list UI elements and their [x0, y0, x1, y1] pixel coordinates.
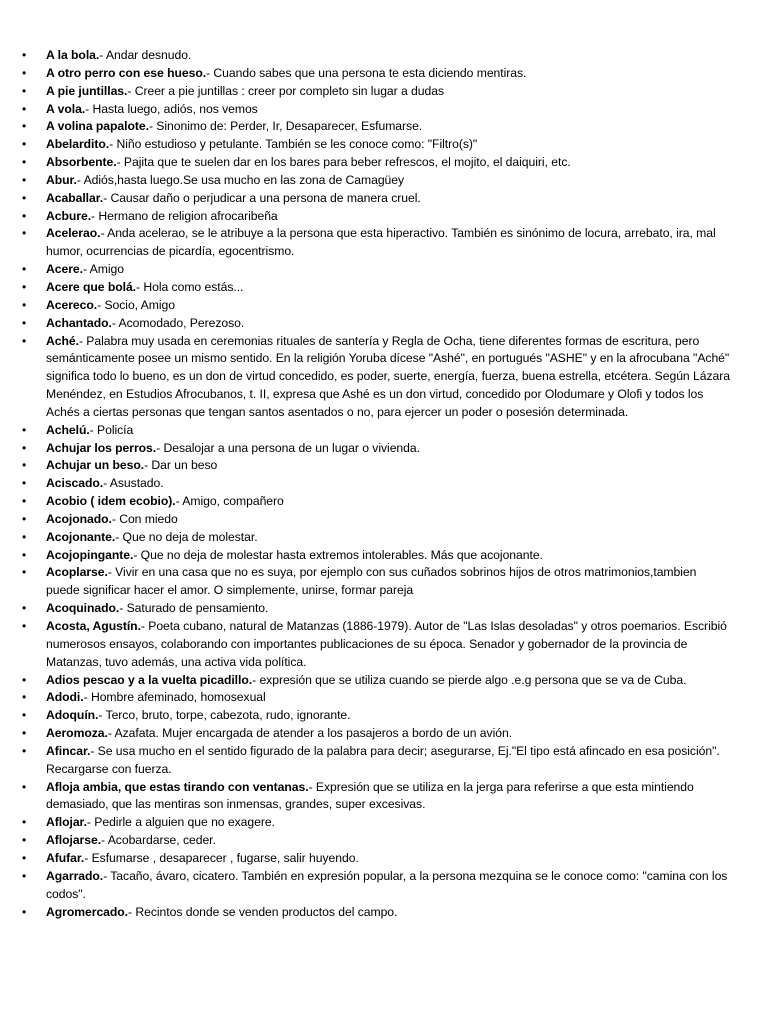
bullet-icon: • [22, 690, 27, 705]
entry-definition: - Causar daño o perjudicar a una persona de manera cruel. [103, 190, 421, 205]
entry-term: Agarrado. [46, 868, 104, 883]
entry-term: Abur. [46, 172, 77, 187]
entry-term: Acaballar. [46, 190, 104, 205]
entry-term: Acojonado. [46, 511, 112, 526]
bullet-icon: • [22, 83, 27, 98]
entry-definition: - Socio, Amigo [97, 297, 175, 312]
entry-definition: - Policía [89, 422, 134, 437]
glossary-entry [22, 511, 732, 529]
bullet-icon: • [22, 672, 27, 687]
glossary-entry [22, 904, 732, 922]
entry-term: Acelerao. [46, 226, 101, 241]
glossary-entry [22, 850, 732, 868]
entry-term: Aché. [46, 333, 79, 348]
entry-term: A otro perro con ese hueso. [46, 65, 207, 80]
entry-definition: - Poeta cubano, natural de Matanzas (1886-1979). Autor de "Las Islas desoladas" y otros poemarios. Escribió numerosos ensayos, colaborando con importantes publicaciones de su época. Senador y gobernador de la provincia de Matanzas, tuvo además, una activa vida política. [46, 619, 727, 669]
bullet-icon: • [22, 226, 27, 241]
entry-definition: - Esfumarse , desaparecer , fugarse, salir huyendo. [84, 850, 359, 865]
glossary-entry [22, 47, 732, 65]
entry-definition: - Pajita que te suelen dar en los bares para beber refrescos, el mojito, el daiquiri, etc. [116, 155, 571, 170]
glossary-entry [22, 136, 732, 154]
glossary-entry [22, 832, 732, 850]
glossary-entry [22, 564, 732, 600]
entry-definition: - Creer a pie juntillas : creer por completo sin lugar a dudas [127, 83, 445, 98]
entry-definition: - Amigo, compañero [175, 494, 284, 509]
entry-definition: - Desalojar a una persona de un lugar o vivienda. [156, 440, 420, 455]
bullet-icon: • [22, 172, 27, 187]
bullet-icon: • [22, 48, 27, 62]
glossary-entry [22, 315, 732, 333]
entry-term: Acoquinado. [46, 601, 120, 616]
bullet-icon: • [22, 619, 27, 633]
bullet-icon: • [22, 850, 27, 865]
glossary-entry [22, 333, 732, 422]
glossary-entry [22, 743, 732, 779]
bullet-icon: • [22, 904, 27, 919]
glossary-entry [22, 261, 732, 279]
entry-term: Acereco. [46, 297, 98, 312]
bullet-icon: • [22, 743, 27, 758]
entry-term: Achujar los perros. [46, 440, 157, 455]
entry-definition: - Expresión que se utiliza en la jerga para referirse a que esta mintiendo demasiado, que las mentiras son inmensas, grandes, super excesivas. [46, 779, 694, 812]
glossary-entry [22, 172, 732, 190]
glossary-entry [22, 868, 732, 904]
glossary-entry [22, 83, 732, 101]
bullet-icon: • [22, 511, 27, 526]
bullet-icon: • [22, 779, 27, 794]
entry-term: Achujar un beso. [46, 458, 145, 473]
entry-definition: - Hasta luego, adiós, nos vemos [85, 101, 258, 116]
entry-definition: - Con miedo [111, 511, 178, 526]
entry-definition: - Saturado de pensamiento. [119, 601, 269, 616]
bullet-icon: • [22, 315, 27, 330]
entry-term: Acojopingante. [46, 547, 134, 562]
entry-definition: - Adiós,hasta luego.Se usa mucho en las zona de Camagüey [76, 172, 405, 187]
bullet-icon: • [22, 476, 27, 491]
bullet-icon: • [22, 458, 27, 473]
entry-term: Acosta, Agustín. [46, 619, 141, 633]
glossary-entry [22, 422, 732, 440]
glossary-entry [22, 101, 732, 119]
entry-definition: - expresión que se utiliza cuando se pierde algo .e.g persona que se va de Cuba. [252, 672, 687, 687]
bullet-icon: • [22, 815, 27, 830]
entry-definition: - Pedirle a alguien que no exagere. [86, 815, 275, 830]
glossary-entry [22, 65, 732, 83]
entry-term: Acoplarse. [46, 565, 108, 580]
entry-term: Aeromoza. [46, 726, 108, 741]
bullet-icon: • [22, 279, 27, 294]
glossary-entry [22, 297, 732, 315]
glossary-entry [22, 547, 732, 565]
entry-term: Acere que bolá. [46, 279, 137, 294]
bullet-icon: • [22, 333, 27, 348]
entry-term: Adoquín. [46, 708, 99, 723]
bullet-icon: • [22, 422, 27, 437]
entry-definition: - Anda acelerao, se le atribuye a la persona que esta hiperactivo. También es sinónimo de locura, arrebato, ira, mal humor, ocurrencias de picardía, egocentrismo. [46, 226, 716, 259]
entry-term: Agromercado. [46, 904, 129, 919]
glossary-entry [22, 154, 732, 172]
entry-definition: - Asustado. [103, 476, 164, 491]
entry-term: Acbure. [46, 208, 92, 223]
entry-definition: - Vivir en una casa que no es suya, por ejemplo con sus cuñados sobrinos hijos de otros matrimonios,tambien puede significar hacer el amor. O simplemente, unirse, formar pareja [46, 565, 697, 598]
bullet-icon: • [22, 494, 27, 509]
glossary-entry [22, 814, 732, 832]
entry-term: Aciscado. [46, 476, 104, 491]
bullet-icon: • [22, 440, 27, 455]
bullet-icon: • [22, 708, 27, 723]
bullet-icon: • [22, 208, 27, 223]
glossary-entry [22, 618, 732, 672]
bullet-icon: • [22, 547, 27, 562]
entry-term: Adodi. [46, 690, 84, 705]
entry-definition: - Niño estudioso y petulante. También se les conoce como: "Filtro(s)" [109, 137, 478, 152]
glossary-entry [22, 440, 732, 458]
glossary-entry [22, 672, 732, 690]
bullet-icon: • [22, 262, 27, 277]
entry-term: Absorbente. [46, 155, 117, 170]
entry-definition: - Que no deja de molestar hasta extremos intolerables. Más que acojonante. [133, 547, 543, 562]
entry-term: A la bola. [46, 48, 100, 62]
bullet-icon: • [22, 565, 27, 580]
entry-term: Achelú. [46, 422, 90, 437]
entry-definition: - Amigo [82, 262, 124, 277]
bullet-icon: • [22, 601, 27, 616]
bullet-icon: • [22, 155, 27, 170]
entry-term: A vola. [46, 101, 86, 116]
bullet-icon: • [22, 529, 27, 544]
bullet-icon: • [22, 726, 27, 741]
bullet-icon: • [22, 868, 27, 883]
entry-term: Acere. [46, 262, 83, 277]
entry-term: Acojonante. [46, 529, 116, 544]
glossary-entry [22, 279, 732, 297]
entry-term: A volina papalote. [46, 119, 149, 134]
entry-definition: - Andar desnudo. [99, 48, 192, 62]
entry-term: Afloja ambia, que estas tirando con ventanas. [46, 779, 309, 794]
glossary-entry [22, 457, 732, 475]
entry-definition: - Acobardarse, ceder. [101, 833, 216, 848]
entry-term: Acobio ( idem ecobio). [46, 494, 176, 509]
glossary-list [22, 47, 732, 921]
glossary-entry [22, 118, 732, 136]
bullet-icon: • [22, 190, 27, 205]
entry-term: Achantado. [46, 315, 112, 330]
entry-definition: - Hombre afeminado, homosexual [83, 690, 266, 705]
entry-term: Afufar. [46, 850, 85, 865]
glossary-entry [22, 475, 732, 493]
entry-definition: - Cuando sabes que una persona te esta diciendo mentiras. [206, 65, 527, 80]
entry-term: A pie juntillas. [46, 83, 128, 98]
glossary-entry [22, 190, 732, 208]
bullet-icon: • [22, 137, 27, 152]
entry-definition: - Palabra muy usada en ceremonias rituales de santería y Regla de Ocha, tiene diferentes formas de escritura, pero semánticamente posee un mismo sentido. En la religión Yoruba dícese "Ashé", en portugués "ASHE" y en la afrocubana "Aché" significa todo lo bueno, es un don de virtud concedido, es poder, suerte, energía, fuerza, buena estrella, etcétera. Según Lázara Menéndez, en Estudios Afrocubanos, t. II, expresa que Ashé es un don virtud, concedido por Olodumare y Olofi y todos los Achés a ciertas personas que tengan santos asentados o no, para ejercer un poder o posesión determinada. [46, 333, 730, 419]
entry-definition: - Se usa mucho en el sentido figurado de la palabra para decir; asegurarse, Ej."El tipo está afincado en esa posición". Recargarse con fuerza. [46, 743, 720, 776]
glossary-entry [22, 725, 732, 743]
entry-definition: - Hola como estás... [136, 279, 244, 294]
entry-definition: - Dar un beso [144, 458, 218, 473]
entry-term: Aflojarse. [46, 833, 102, 848]
glossary-entry [22, 707, 732, 725]
bullet-icon: • [22, 101, 27, 116]
entry-definition: - Tacaño, ávaro, cicatero. También en expresión popular, a la persona mezquina se le conoce como: "camina con los codos". [46, 868, 728, 901]
entry-term: Adios pescao y a la vuelta picadillo. [46, 672, 253, 687]
bullet-icon: • [22, 833, 27, 848]
entry-definition: - Acomodado, Perezoso. [111, 315, 245, 330]
entry-term: Abelardito. [46, 137, 110, 152]
bullet-icon: • [22, 119, 27, 134]
entry-definition: - Hermano de religion afrocaribeña [91, 208, 278, 223]
entry-definition: - Terco, bruto, torpe, cabezota, rudo, ignorante. [98, 708, 351, 723]
entry-definition: - Que no deja de molestar. [115, 529, 258, 544]
entry-definition: - Sinonimo de: Perder, Ir, Desaparecer, Esfumarse. [148, 119, 423, 134]
glossary-entry [22, 689, 732, 707]
bullet-icon: • [22, 65, 27, 80]
entry-term: Aflojar. [46, 815, 87, 830]
bullet-icon: • [22, 297, 27, 312]
glossary-entry [22, 208, 732, 226]
glossary-entry [22, 493, 732, 511]
entry-definition: - Recintos donde se venden productos del campo. [128, 904, 398, 919]
entry-definition: - Azafata. Mujer encargada de atender a los pasajeros a bordo de un avión. [107, 726, 513, 741]
entry-term: Afincar. [46, 743, 91, 758]
glossary-entry [22, 529, 732, 547]
glossary-entry [22, 600, 732, 618]
glossary-entry [22, 225, 732, 261]
glossary-entry [22, 779, 732, 815]
